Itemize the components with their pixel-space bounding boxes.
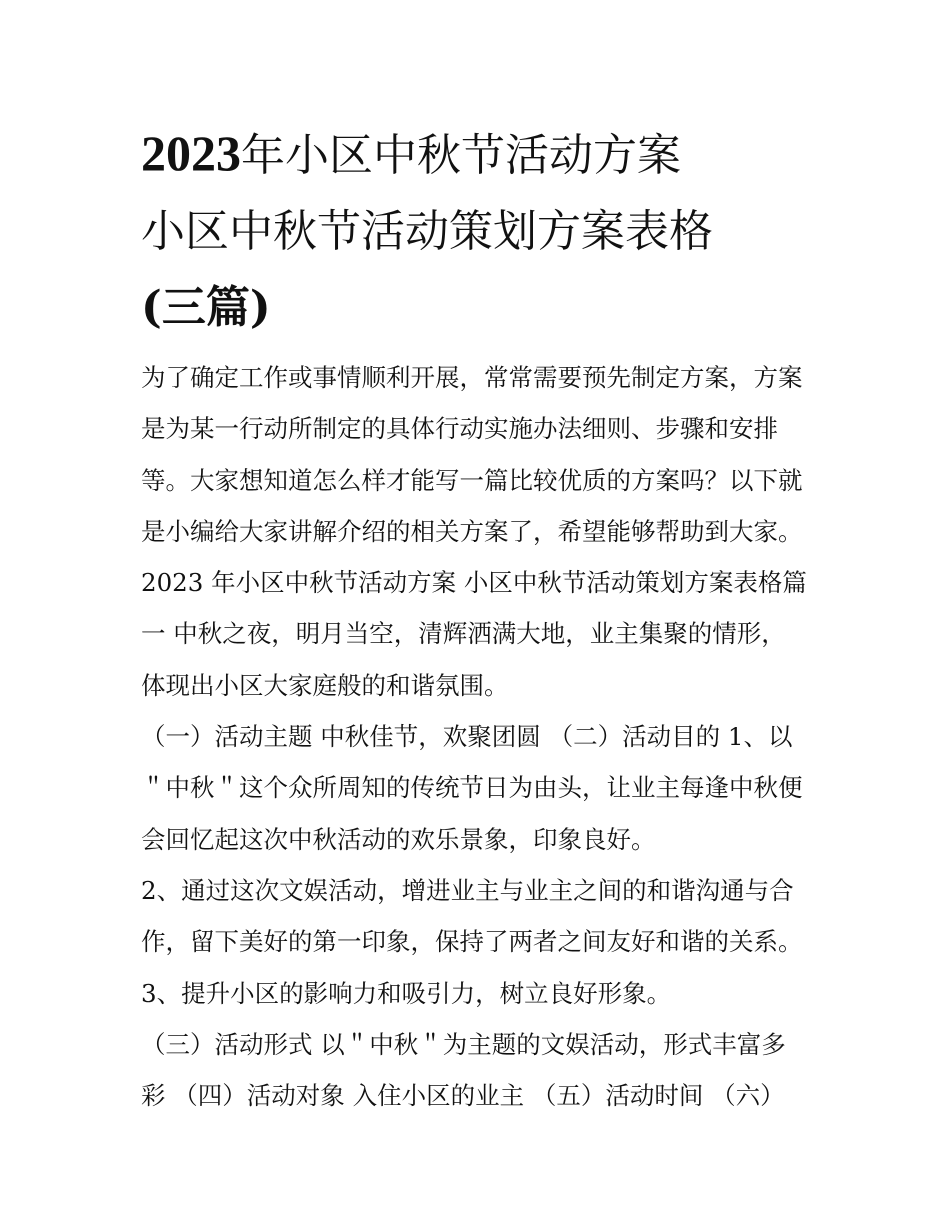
title-year: 2023 (141, 125, 241, 181)
title-line-2: 小区中秋节活动策划方案表格 (141, 206, 713, 257)
body-line: ＂中秋＂这个众所周知的传统节日为由头，让业主每逢中秋便 (141, 773, 803, 803)
body-line: 是为某一行动所制定的具体行动实施办法细则、步骤和安排 (141, 414, 778, 444)
body-line: 作，留下美好的第一印象，保持了两者之间友好和谐的关系。 (141, 927, 803, 957)
body-line: 一 中秋之夜，明月当空，清辉洒满大地，业主集聚的情形， (141, 619, 786, 649)
body-line: 为了确定工作或事情顺利开展，常常需要预先制定方案，方案 (141, 363, 803, 392)
body-line: 2023 年小区中秋节活动方案 小区中秋节活动策划方案表格篇 (141, 568, 807, 598)
title-line-3: (三篇) (141, 282, 271, 333)
body-line: （三）活动形式 以＂中秋＂为主题的文娱活动，形式丰富多 (141, 1029, 786, 1059)
body-line: 是小编给大家讲解介绍的相关方案了，希望能够帮助到大家。 (141, 516, 803, 546)
body-line: 体现出小区大家庭般的和谐氛围。 (141, 670, 509, 700)
title-line-1-text: 年小区中秋节活动方案 (241, 130, 681, 181)
document-body (141, 352, 821, 1121)
body-line: 等。大家想知道怎么样才能写一篇比较优质的方案吗？以下就 (141, 465, 803, 495)
body-line: 3、提升小区的影响力和吸引力，树立良好形象。 (141, 978, 672, 1008)
body-line: 2、通过这次文娱活动，增进业主与业主之间的和谐沟通与合 (141, 875, 794, 905)
document-title (141, 115, 821, 346)
body-line: 会回忆起这次中秋活动的欢乐景象，印象良好。 (141, 824, 656, 854)
title-line-1 (141, 115, 821, 194)
body-line: 彩 （四）活动对象 入住小区的业主 （五）活动时间 （六） (141, 1081, 785, 1111)
body-line: （一）活动主题 中秋佳节，欢聚团圆 （二）活动目的 1、以 (141, 722, 793, 752)
